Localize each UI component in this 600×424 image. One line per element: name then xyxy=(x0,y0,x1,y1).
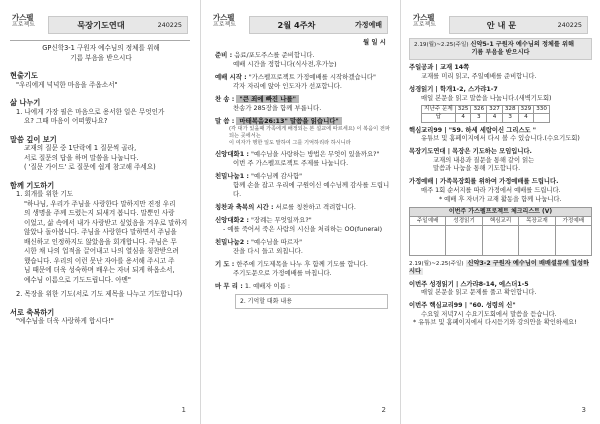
step-text: "가스펠프로젝트 가정예배를 시작하겠습니다" xyxy=(248,73,376,81)
life-sharing-q1: 1. 나에게 가장 필은 마음으로 용서한 일은 무엇인가 xyxy=(16,107,165,116)
notice-text: * 유튜브 및 홈페이지에서 다시듣기와 강의안을 확인하세요! xyxy=(413,319,577,327)
section-bless: 서로 축복하기 xyxy=(10,307,55,317)
logo-subtext: 프로젝트 xyxy=(413,21,437,28)
step-text: "예수님을 사랑하는 방법은 무엇이 있을까요?" xyxy=(250,150,380,159)
step-text: 이번 주 가스펠프로젝트 주제를 나눕니다. xyxy=(233,159,349,168)
step-text: 잔을 다시 들고 외칩니다. xyxy=(233,247,303,256)
checklist-col: 주일예배 xyxy=(410,217,446,225)
step-text: "장례는 무엇일까요?" xyxy=(250,216,312,225)
quiz-answer: 3 xyxy=(471,114,487,122)
quiz-answer: 4 xyxy=(455,114,471,122)
week-date: 2.19(월)~2.25(주일) xyxy=(409,261,464,268)
deep-word-line1: 교재의 질문 중 1단락에 1 질문씩 골라, xyxy=(24,144,137,152)
page-1-header xyxy=(12,14,188,36)
quiz-table xyxy=(421,105,550,122)
title-box xyxy=(48,16,188,34)
issue-number: 240225 xyxy=(157,21,182,29)
step-text: 주기도문으로 가정예배를 마칩니다. xyxy=(233,269,332,278)
step-label: 찬 송 : xyxy=(215,95,235,103)
check-cell[interactable] xyxy=(446,226,482,255)
section-pray-together: 함께 기도하기 xyxy=(10,180,55,190)
step-label: 신앙대화1 : xyxy=(215,150,249,159)
page-2-body xyxy=(215,38,392,309)
lesson-title-line2: 기름 부음을 받으시다 xyxy=(70,53,132,62)
next-bible-reading: 이번주 성경읽기 | 스가랴8-14, 에스더1-5 xyxy=(409,280,529,288)
step-text: 한주에 기도제목을 나누 후 함께 기도를 합니다. xyxy=(236,260,368,269)
page-title: 2월 4주차 xyxy=(277,20,316,30)
page-3-body xyxy=(409,38,592,328)
step-text: 서로를 칭찬하고 격려합니다. xyxy=(275,203,356,212)
divider xyxy=(10,40,190,41)
checklist-col: 핵심교리 xyxy=(483,217,519,225)
issue-number: 240225 xyxy=(557,21,582,29)
logo-text: 가스펠 xyxy=(12,13,34,22)
prayer-line: 님 때문에 더욱 성숙하며 배우는 자녀 되게 하옵소서, xyxy=(24,266,175,274)
week2-box xyxy=(409,260,592,276)
scripture-note: 이 여자가 행한 일도 말하여 그를 기억하리라 하시니라 xyxy=(229,139,351,146)
notice-cell-prayer: 목장기도연대 | 목장은 기도하는 모임입니다. xyxy=(409,148,532,156)
prayer-line: 않았나 돌아봅니다. 주님을 사랑한다 말하면서 주님을 xyxy=(24,228,177,236)
step-text: - 예를 죽어서 죽은 사람의 시신을 처리하는 OO(funeral) xyxy=(223,225,383,234)
section-opening-prayer: 현출기도 xyxy=(10,71,38,80)
deep-word-line3: ( '질문 가이드' 로 질문에 쉽게 참고해 주세요) xyxy=(24,163,156,171)
notice-sunday-lesson: 주일공과 | 교재 14쪽 xyxy=(409,64,470,72)
quiz-answer: 4 xyxy=(487,114,503,122)
page-number: 3 xyxy=(581,406,586,414)
prayer-line: 시한 채 나의 업적을 끌어내고 나의 열심을 칭찬받으려 xyxy=(24,247,179,255)
notice-text: * 예배 후 자녀가 교재 활동을 함께 나눕니다. xyxy=(439,195,562,203)
step-label: 예배 시작 : xyxy=(215,73,247,81)
quiz-num: 330 xyxy=(534,106,550,114)
logo xyxy=(12,14,46,29)
memo-label: 2. 기억할 대화 내용 xyxy=(240,298,293,306)
step-text: 찬송가 285장을 함께 부릅니다. xyxy=(233,104,322,112)
pray-item2: 2. 목장을 위한 기도(서로 기도 제목을 나누고 기도합니다) xyxy=(16,290,183,298)
step-label: 친밀나눔1 : xyxy=(215,172,249,181)
opening-prayer-text: "우리에게 넉넉한 마음을 주옵소서" xyxy=(16,80,118,89)
week1-box xyxy=(409,38,592,60)
page-2 xyxy=(200,0,400,424)
step-label: 준비 : xyxy=(215,51,233,59)
checklist-table xyxy=(409,207,592,256)
page-1-body xyxy=(10,44,192,327)
quiz-num: 327 xyxy=(487,106,503,114)
notice-text: 유튜브 및 홈페이지에서 다시 볼 수 있습니다.(수요기도회) xyxy=(421,135,580,143)
step-text: 함께 손을 잡고 우리에 구원이신 예수님께 감사를 드립니다. xyxy=(233,181,390,199)
quiz-answer-row xyxy=(422,114,550,122)
checklist-col: 목장교재 xyxy=(519,217,555,225)
logo xyxy=(413,14,447,29)
notice-text: 매주 1회 순서지를 따라 가정에서 예배를 드립니다. xyxy=(421,186,561,194)
checklist-header xyxy=(410,217,591,225)
scripture-note: (각 대가 있을때 가족에게 배정되는 본 설교에 따르세요) 이 복음이 전파되는 곳에서는 xyxy=(229,126,390,139)
deep-word-line2: 서로 질문의 답을 하며 말씀을 나눕니다. xyxy=(24,153,139,162)
prayer-line: "하나님, 우리가 주님을 사랑한다 말하지만 진정 우리 xyxy=(24,199,176,208)
week-date: 2.19(월)~2.25(주일) xyxy=(414,42,469,48)
prayer-line: 했습니다. 우리의 이런 못난 자아를 용서해 주시고 주 xyxy=(24,256,175,265)
step-label: 신앙대화2 : xyxy=(215,216,249,225)
step-label: 기 도 : xyxy=(215,260,235,269)
step-text: 예배 시간을 정합니다(식사전,후가능) xyxy=(233,60,337,68)
notice-family-worship: 가정예배 | 가족목장회를 위하여 가정예배를 드립니다. xyxy=(409,178,559,186)
page-3 xyxy=(400,0,600,424)
section-deep-word: 말씀 깊이 보기 xyxy=(10,134,57,144)
check-cell[interactable] xyxy=(556,226,591,255)
step-label: 칭찬과 축복의 시간 : xyxy=(215,203,274,212)
checklist-col: 가정예배 xyxy=(562,218,585,225)
prayer-line: 의 생명을 주께 드렸는지 되새겨 봅니다. 말뿐인 사랑 xyxy=(24,209,175,217)
page-number: 2 xyxy=(381,406,386,414)
notice-text: 매일 본문을 읽고 문제를 풀고 확인합니다. xyxy=(421,289,537,297)
page-title: 안 내 문 xyxy=(486,20,517,30)
page-number: 1 xyxy=(181,406,186,414)
step-text: 각자 자리에 앉아 인도자가 선포합니다. xyxy=(233,82,342,90)
bless-text: "예수님을 더욱 사랑하게 합시다!" xyxy=(16,317,114,325)
notice-text: 수요일 저녁7시 수요기도회에서 말씀을 듣습니다. xyxy=(421,310,557,318)
memo-box[interactable] xyxy=(235,294,388,309)
life-sharing-q2: 요? 그때 마음이 어떠했나요? xyxy=(24,117,108,125)
week-lesson-2: 기름 부음을 받으시다 xyxy=(471,49,530,57)
scripture-ref: 마태복음26:13" 말씀을 읽습니다" xyxy=(236,117,341,125)
step-label: 말 씀 : xyxy=(215,117,235,125)
page-2-header xyxy=(213,14,388,36)
pray-item1: 1. 회개를 위한 기도 xyxy=(16,190,74,198)
notice-doctrine: 핵심교리99 | "59. 하세 세람이신 그리스도 " xyxy=(409,126,537,134)
step-label: 마 무 리 : xyxy=(215,282,243,291)
quiz-header: 지난주 문제 xyxy=(422,106,456,114)
page-title: 묵장기도연대 xyxy=(77,20,125,30)
logo-text: 가스펠 xyxy=(213,13,235,22)
notice-bible-reading: 성경읽기 | 학개1-2, 스가랴1-7 xyxy=(409,85,498,93)
title-box xyxy=(449,16,588,34)
quiz-answer: 3 xyxy=(502,114,518,122)
title-box xyxy=(249,16,388,34)
date-fill: 월 일 시 xyxy=(363,38,386,46)
quiz-answer: 4 xyxy=(518,114,534,122)
week-lesson: 신약3-2 구원자 예수님이 배배셜류에 입성하시다 xyxy=(409,260,589,276)
notice-text: 교재의 내용과 질문을 통해 같이 읽는 xyxy=(433,156,535,164)
hymn-title: "큰 죄에 빠진 나를" xyxy=(236,95,299,103)
step-label: 친밀나눔2 : xyxy=(215,238,249,247)
check-cell[interactable] xyxy=(410,226,446,255)
quiz-num: 325 xyxy=(455,106,471,114)
logo-text: 가스펠 xyxy=(413,13,435,22)
quiz-num: 329 xyxy=(518,106,534,114)
page-1 xyxy=(0,0,200,424)
prayer-line: 예수님 이름으로 기도드립니다. 아멘" xyxy=(24,275,131,284)
prayer-line: 이었고, 삶 속에서 내가 사랑받고 싶었음을 겨우로 말하지 xyxy=(24,218,188,227)
quiz-num: 326 xyxy=(471,106,487,114)
quiz-header-row xyxy=(422,106,550,114)
logo-subtext: 프로젝트 xyxy=(213,21,237,28)
section-life-sharing: 삶 나누기 xyxy=(10,98,41,107)
checklist-cells xyxy=(410,225,591,255)
lesson-title-line1: GP신학3-1 구원자 예수님의 정체를 위해 xyxy=(42,44,160,52)
notice-text: 매일 본문을 읽고 말씀을 나눕니다.(새벽기도회) xyxy=(421,94,552,102)
logo-subtext: 프로젝트 xyxy=(12,21,36,28)
check-cell[interactable] xyxy=(519,226,555,255)
page-title-right: 가정예배 xyxy=(354,21,382,29)
checklist-col: 성경읽기 xyxy=(446,217,482,225)
week-lesson: 신약5-1 구원자 예수님의 정체를 위해 xyxy=(470,41,574,48)
notice-text: 교재를 미리 읽고, 주일예배를 준비합니다. xyxy=(421,73,537,81)
checklist-title: 이번주 가스펠프로젝트 체크리스트 (V) xyxy=(410,208,591,217)
quiz-num: 328 xyxy=(502,106,518,114)
page-3-header xyxy=(413,14,588,36)
step-text: 1. 예배자 이름 : xyxy=(244,282,291,291)
step-text: 음료/포도주스를 준비합니다. xyxy=(234,51,315,59)
step-text: "예수님께 감사함" xyxy=(250,172,303,181)
check-cell[interactable] xyxy=(483,226,519,255)
step-text: "예수님을 따르자" xyxy=(250,238,303,247)
quiz-answer: 답 xyxy=(422,114,456,122)
prayer-line: 배신하고 인정하지도 않았음을 회개합니다. 주님은 무 xyxy=(24,237,177,246)
logo xyxy=(213,14,247,29)
next-doctrine: 이번주 핵심교리99 | "60. 성령의 신" xyxy=(409,302,516,310)
notice-text: 말씀과 나눔을 통해 기도합니다. xyxy=(433,165,521,173)
